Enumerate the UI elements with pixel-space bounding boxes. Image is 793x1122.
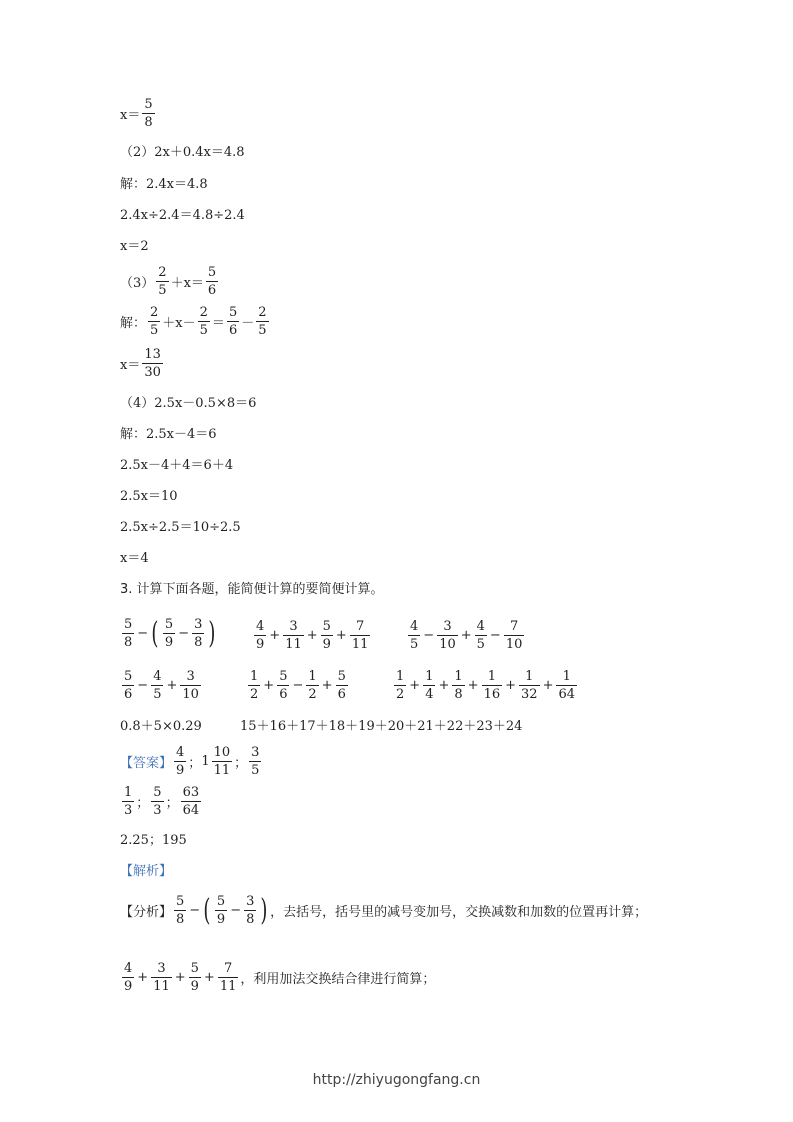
answer-line-2: $\frac{1}{3}$ ； $\frac{5}{3}$ ； $\frac{63}{64}$ — [124, 785, 200, 818]
problem-4-step-5: x＝4 — [120, 551, 149, 566]
problem-4-step-1: 解：2.5x－4＝6 — [120, 427, 217, 442]
problem-3-title: （3） $\frac{2}{5}$ ＋x＝ $\frac{5}{6}$ — [120, 265, 217, 298]
analysis-line-1: 【分析】 $\frac{5}{8}$ − ( $\frac{5}{9}$ − $\frac{3}{8}$ ) ，去括号，括号里的减号变加号，交换减数和加数的位置再计算； — [120, 892, 648, 928]
problem-2-title: （2）2x＋0.4x＝4.8 — [120, 145, 245, 160]
answer-line-1: 【答案】 $\frac{4}{9}$ ； 1 $\frac{10}{11}$ ； $\frac{3}{5}$ — [120, 745, 260, 778]
expression-8: 15＋16＋17＋18＋19＋20＋21＋22＋23＋24 — [240, 719, 523, 734]
expression-2: $\frac{4}{9}$ + $\frac{3}{11}$ + $\frac{5}{9}$ + $\frac{7}{11}$ — [256, 619, 369, 652]
problem-2-step-1: 解：2.4x＝4.8 — [120, 177, 208, 192]
problem-4-step-4: 2.5x÷2.5＝10÷2.5 — [120, 520, 241, 535]
expression-1: $\frac{5}{8}$ − ( $\frac{5}{9}$ − $\frac{3}{8}$ ) — [124, 615, 216, 651]
problem-2-step-2: 2.4x÷2.4＝4.8÷2.4 — [120, 208, 245, 223]
expression-3: $\frac{4}{5}$ − $\frac{3}{10}$ + $\frac{4}{5}$ − $\frac{7}{10}$ — [410, 619, 523, 652]
expression-7: 0.8＋5×0.29 — [120, 719, 202, 734]
expression-4: $\frac{5}{6}$ − $\frac{4}{5}$ + $\frac{3}{10}$ — [124, 669, 199, 702]
expression-6: $\frac{1}{2}$ + $\frac{1}{4}$ + $\frac{1}{8}$ + $\frac{1}{16}$ + $\frac{1}{32}$ + $\frac{1}{64}$ — [396, 669, 576, 702]
question-3-title: 3. 计算下面各题，能简便计算的要简便计算。 — [120, 582, 384, 597]
problem-4-step-3: 2.5x＝10 — [120, 489, 178, 504]
analysis-tag: 【解析】 — [120, 864, 173, 879]
problem-3-result: x＝ $\frac{13}{30}$ — [120, 347, 161, 380]
problem-3-step-1: 解： $\frac{2}{5}$ ＋x－ $\frac{2}{5}$ ＝ $\frac{5}{6}$ － $\frac{2}{5}$ — [120, 305, 267, 338]
problem-4-step-2: 2.5x－4＋4＝6＋4 — [120, 458, 234, 473]
footer-url: http://zhiyugongfang.cn — [312, 1072, 481, 1088]
expression-5: $\frac{1}{2}$ + $\frac{5}{6}$ − $\frac{1}{2}$ + $\frac{5}{6}$ — [250, 669, 346, 702]
problem-2-step-3: x＝2 — [120, 239, 149, 254]
answer-tag: 【答案】 — [120, 756, 173, 771]
analysis-line-2: $\frac{4}{9}$ + $\frac{3}{11}$ + $\frac{5}{9}$ + $\frac{7}{11}$ ，利用加法交换结合律进行简算； — [124, 961, 436, 994]
fraction: $\frac{5}{8}$ — [144, 97, 153, 130]
answer-line-3: 2.25；195 — [120, 833, 187, 848]
problem-4-title: （4）2.5x－0.5×8＝6 — [120, 396, 257, 411]
result-line-1: x＝ $\frac{5}{8}$ — [120, 97, 153, 130]
